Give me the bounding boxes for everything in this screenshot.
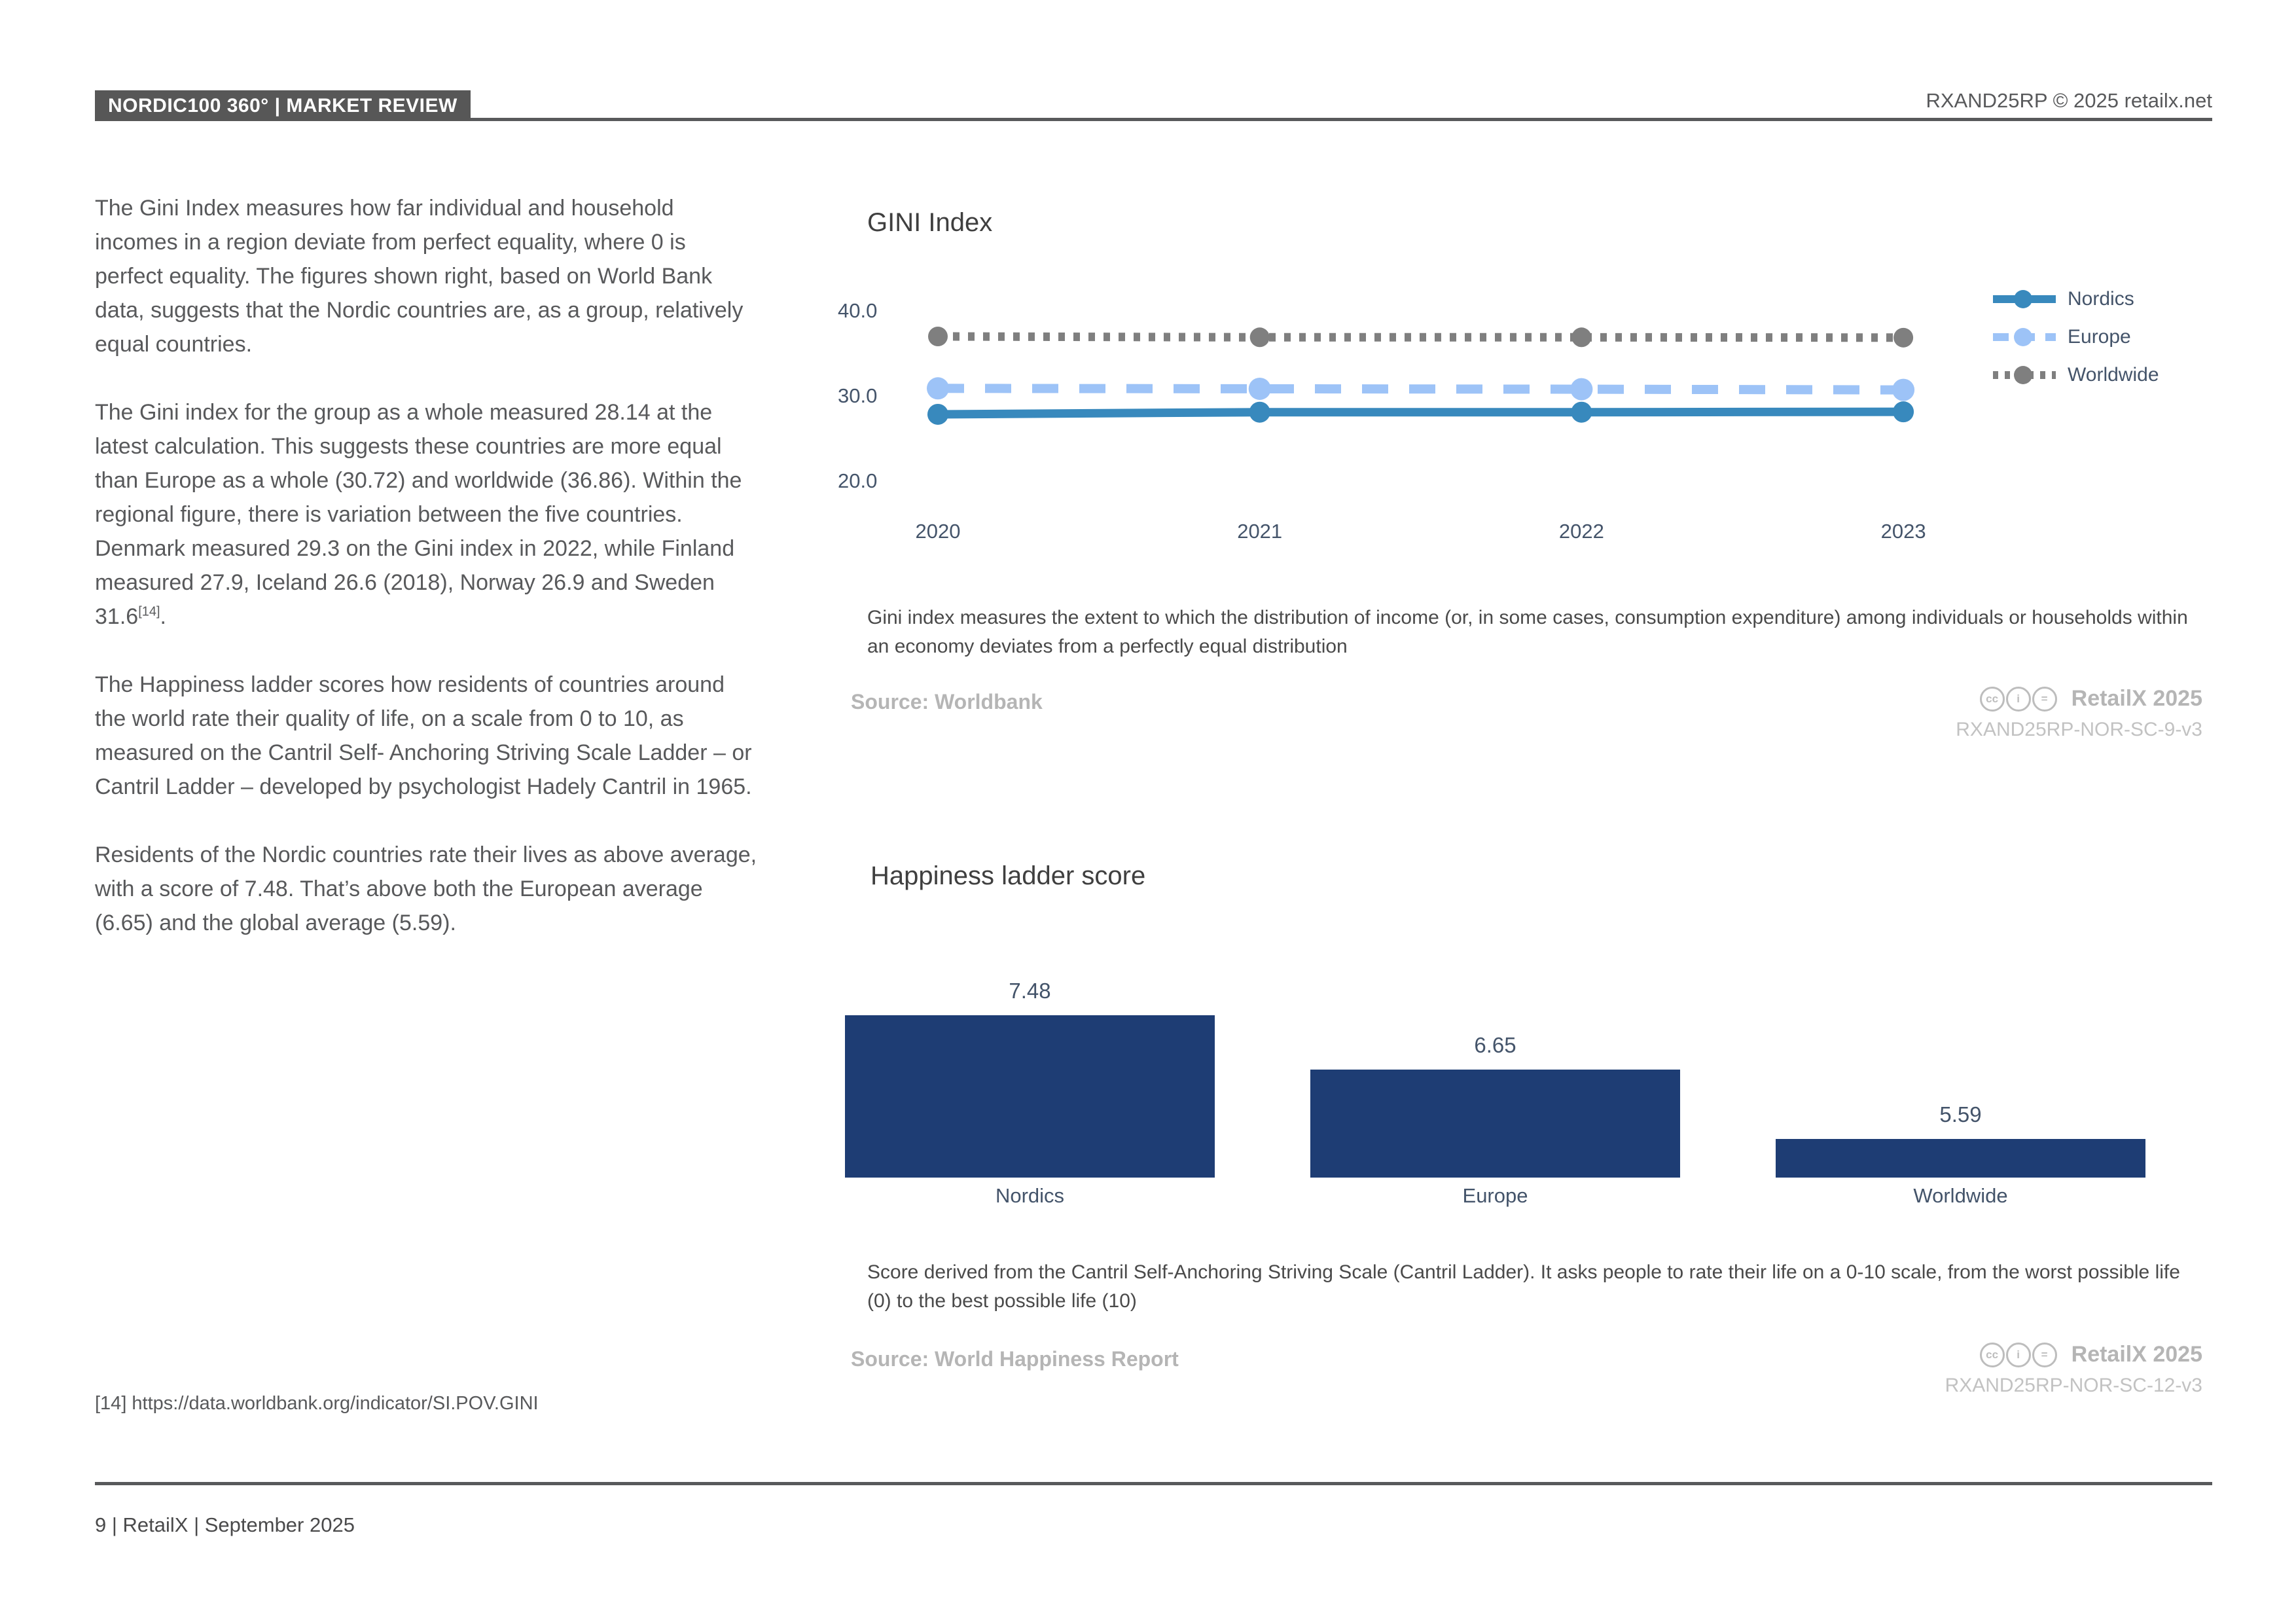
gini-plot-area — [897, 288, 1944, 550]
data-point-worldwide-2023 — [1893, 328, 1913, 348]
creative-commons-icons — [1980, 687, 2058, 712]
data-point-nordics-2023 — [1893, 401, 1914, 422]
footnote-marker: [14] — [138, 604, 160, 619]
legend-entry-europe — [1992, 318, 2208, 356]
report-section-badge: NORDIC100 360° | MARKET REVIEW — [95, 90, 471, 121]
data-point-nordics-2020 — [927, 404, 948, 425]
bar-nordics — [845, 1015, 1215, 1178]
data-point-worldwide-2022 — [1571, 327, 1591, 347]
legend-line-sample — [1992, 363, 2057, 387]
paragraph-happiness-figures: Residents of the Nordic countries rate their lives as above average, with a score of 7.48. That’s above both the European average (6.65) and the global average (5.59). — [95, 842, 757, 935]
data-point-europe-2021 — [1249, 378, 1271, 400]
credit-text: RetailX 2025 — [2071, 686, 2202, 711]
cc-nd-icon: = — [2032, 687, 2057, 712]
x-tick-label: 2020 — [915, 520, 961, 543]
gini-legend — [1992, 280, 2208, 394]
bar-value-label: 5.59 — [1939, 1102, 1982, 1127]
happiness-chart-title: Happiness ladder score — [870, 861, 1146, 890]
cc-nd-icon: = — [2032, 1343, 2057, 1367]
happiness-plot-area — [845, 979, 2206, 1207]
footer-rule — [95, 1482, 2212, 1485]
gini-credit — [1980, 686, 2202, 712]
bar-worldwide — [1776, 1139, 2145, 1178]
happiness-source: Source: World Happiness Report — [851, 1347, 1179, 1371]
data-point-worldwide-2021 — [1250, 327, 1270, 347]
y-tick-label: 40.0 — [838, 299, 878, 322]
legend-label: Worldwide — [2068, 364, 2159, 386]
data-point-worldwide-2020 — [928, 327, 948, 346]
bar-category-label: Worldwide — [1913, 1184, 2008, 1207]
bar-europe — [1310, 1070, 1680, 1178]
footnote — [95, 1393, 539, 1415]
data-point-europe-2022 — [1570, 378, 1592, 401]
bar-category-label: Nordics — [995, 1184, 1065, 1207]
gini-chart-title: GINI Index — [867, 208, 993, 237]
x-tick-label: 2023 — [1880, 520, 1926, 543]
data-point-europe-2020 — [927, 377, 949, 399]
gini-caption: Gini index measures the extent to which the distribution of income (or, in some cases, consumption expenditure) among individuals or households within an economy deviates from a perfectly equal distribution — [867, 607, 2188, 657]
legend-entry-worldwide — [1992, 356, 2208, 394]
bar-value-label: 6.65 — [1474, 1033, 1516, 1057]
gini-source: Source: Worldbank — [851, 690, 1043, 713]
legend-line-sample — [1992, 325, 2057, 349]
footnote-link[interactable]: [14] https://data.worldbank.org/indicator/SI.POV.GINI — [95, 1393, 539, 1414]
paragraph-text: The Gini index for the group as a whole measured 28.14 at the latest calculation. This suggests these countries are more equal than Europe as a whole (30.72) and worldwide (36.86). Within the regional figure, there is variation between the five countries. Denmark measured 29.3 on the Gini index in 2022, while Finland measured 27.9, Iceland 26.6 (2018), Norway 26.9 and Sweden 31.6 — [95, 400, 742, 629]
page-footer: 9 | RetailX | September 2025 — [95, 1513, 355, 1536]
series-line-europe — [938, 388, 1903, 389]
legend-label: Nordics — [2068, 288, 2134, 310]
paragraph-gini-intro: The Gini Index measures how far individual and household incomes in a region deviate from perfect equality, where 0 is perfect equality. The figures shown right, based on World Bank data, suggests that the Nordic countries are, as a group, relatively equal countries. — [95, 196, 744, 357]
y-tick-label: 30.0 — [838, 384, 878, 407]
bar-category-label: Europe — [1462, 1184, 1528, 1207]
paragraph-gini-figures — [95, 395, 759, 634]
article-column — [95, 191, 759, 974]
cc-by-icon: i — [2006, 687, 2031, 712]
legend-entry-nordics — [1992, 280, 2208, 318]
x-tick-label: 2022 — [1558, 520, 1604, 543]
bar-value-label: 7.48 — [1009, 979, 1051, 1003]
data-point-nordics-2022 — [1571, 402, 1592, 423]
gini-chart-code: RXAND25RP-NOR-SC-9-v3 — [1956, 719, 2202, 740]
happiness-credit — [1980, 1342, 2202, 1367]
happiness-caption: Score derived from the Cantril Self-Anchoring Striving Scale (Cantril Ladder). It asks people to rate their life on a 0-10 scale, from the worst possible life (0) to the best possible life (10) — [867, 1261, 2180, 1312]
data-point-nordics-2021 — [1249, 402, 1270, 423]
data-point-europe-2023 — [1892, 379, 1914, 401]
header-copyright: RXAND25RP © 2025 retailx.net — [1926, 89, 2212, 112]
happiness-chart-code: RXAND25RP-NOR-SC-12-v3 — [1945, 1375, 2202, 1396]
gini-line-chart — [838, 203, 2212, 596]
x-tick-label: 2021 — [1237, 520, 1283, 543]
paragraph-tail: . — [160, 604, 166, 629]
legend-label: Europe — [2068, 326, 2131, 348]
y-tick-label: 20.0 — [838, 469, 878, 492]
cc-by-icon: i — [2006, 1343, 2031, 1367]
cc-icon: cc — [1980, 687, 2005, 712]
series-line-nordics — [938, 412, 1903, 414]
paragraph-happiness-intro: The Happiness ladder scores how residents of countries around the world rate their quality of life, on a scale from 0 to 10, as measured on the Cantril Self- Anchoring Striving Scale Ladder – or Cantril Ladder – developed by psychologist Hadely Cantril in 1965. — [95, 672, 752, 799]
series-line-worldwide — [938, 336, 1903, 338]
credit-text: RetailX 2025 — [2071, 1342, 2202, 1367]
happiness-bar-chart — [838, 844, 2219, 1250]
cc-icon: cc — [1980, 1343, 2005, 1367]
creative-commons-icons — [1980, 1343, 2058, 1367]
legend-line-sample — [1992, 287, 2057, 311]
